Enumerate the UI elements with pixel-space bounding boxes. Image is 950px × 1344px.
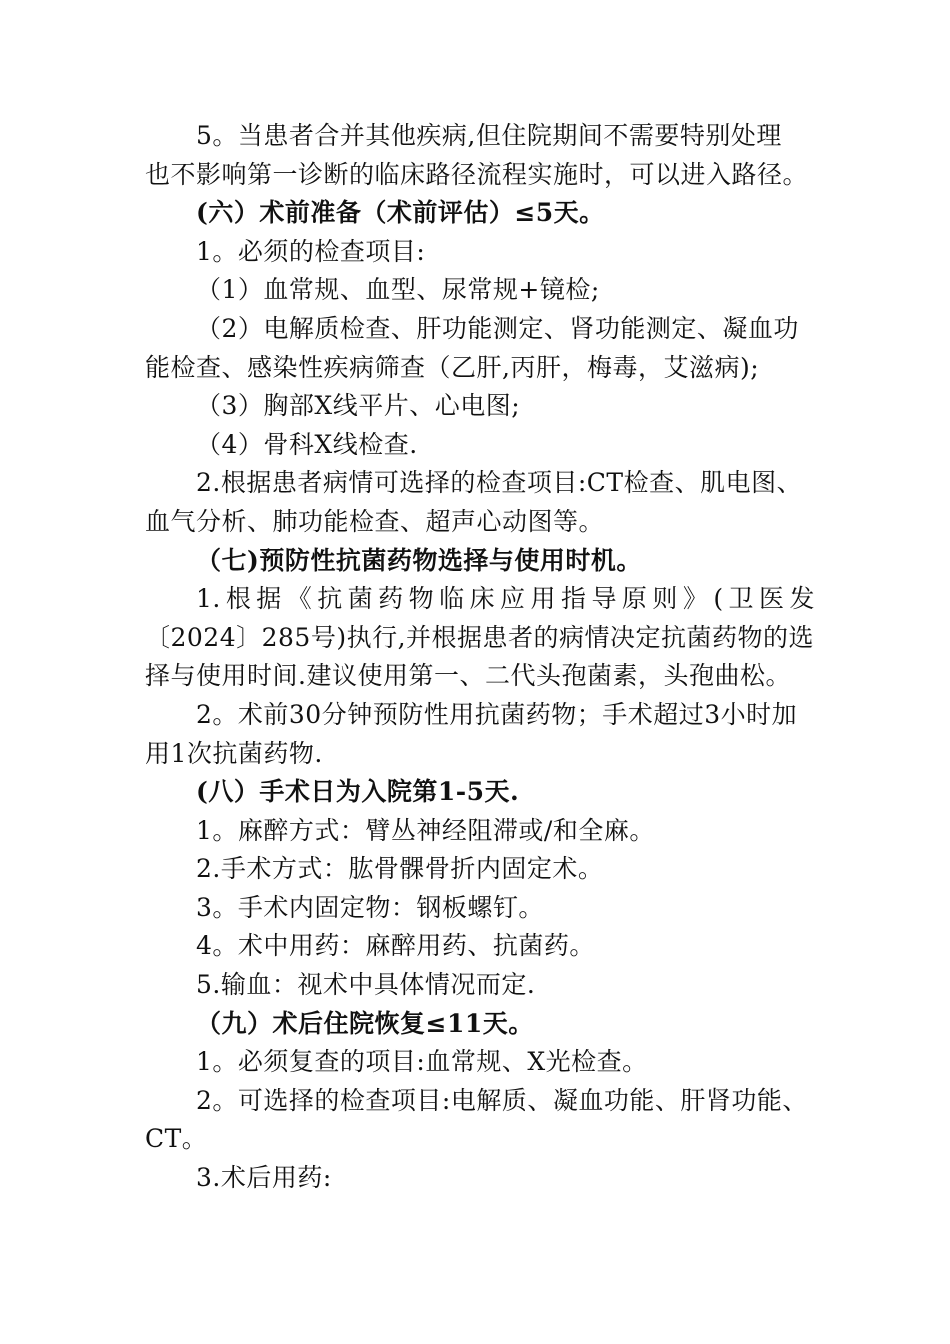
paragraph-line: （2）电解质检查、肝功能测定、肾功能测定、凝血功: [196, 313, 799, 343]
paragraph-line: （3）胸部X线平片、心电图;: [196, 391, 521, 421]
section-heading: （七)预防性抗菌药物选择与使用时机。: [196, 545, 642, 575]
paragraph-line: （4）骨科X线检查.: [196, 429, 418, 459]
section-heading: （九）术后住院恢复≤11天。: [196, 1008, 534, 1038]
paragraph-line: 3.术后用药:: [196, 1163, 332, 1193]
section-heading: (六）术前准备（术前评估）≤5天。: [196, 198, 605, 228]
paragraph-line: 5。当患者合并其他疾病,但住院期间不需要特别处理: [196, 121, 782, 150]
paragraph-line: 2。术前30分钟预防性用抗菌药物；手术超过3小时加: [196, 699, 798, 729]
paragraph-line: 3。手术内固定物：钢板螺钉。: [196, 892, 544, 922]
paragraph-line: 用1次抗菌药物.: [145, 738, 323, 768]
paragraph-line: 5.输血：视术中具体情况而定.: [196, 970, 536, 1000]
paragraph-line: 〔2024〕285号)执行,并根据患者的病情决定抗菌药物的选: [145, 622, 815, 652]
paragraph-line: 2。可选择的检查项目:电解质、凝血功能、肝肾功能、: [196, 1085, 808, 1115]
paragraph-line: 1。必须的检查项目:: [196, 236, 426, 266]
paragraph-line: CT。: [145, 1124, 208, 1154]
document-body: [145, 117, 815, 1198]
paragraph-line: 1.根据《抗菌药物临床应用指导原则》(卫医发: [196, 584, 815, 614]
paragraph-line: 1。必须复查的项目:血常规、X光检查。: [196, 1047, 648, 1077]
paragraph-line: 2.手术方式：肱骨髁骨折内固定术。: [196, 854, 604, 884]
paragraph-line: 能检查、感染性疾病筛查（乙肝,丙肝，梅毒，艾滋病);: [145, 352, 760, 382]
paragraph-line: 4。术中用药：麻醉用药、抗菌药。: [196, 931, 595, 961]
paragraph-line: （1）血常规、血型、尿常规+镜检;: [196, 275, 600, 305]
paragraph-line: 2.根据患者病情可选择的检查项目:CT检查、肌电图、: [196, 468, 803, 498]
section-heading: (八）手术日为入院第1-5天.: [196, 777, 520, 807]
paragraph-line: 1。麻醉方式：臂丛神经阻滞或/和全麻。: [196, 815, 655, 845]
paragraph-line: 血气分析、肺功能检查、超声心动图等。: [145, 506, 605, 536]
paragraph-line: 也不影响第一诊断的临床路径流程实施时，可以进入路径。: [145, 159, 809, 189]
paragraph-line: 择与使用时间.建议使用第一、二代头孢菌素，头孢曲松。: [145, 661, 791, 691]
